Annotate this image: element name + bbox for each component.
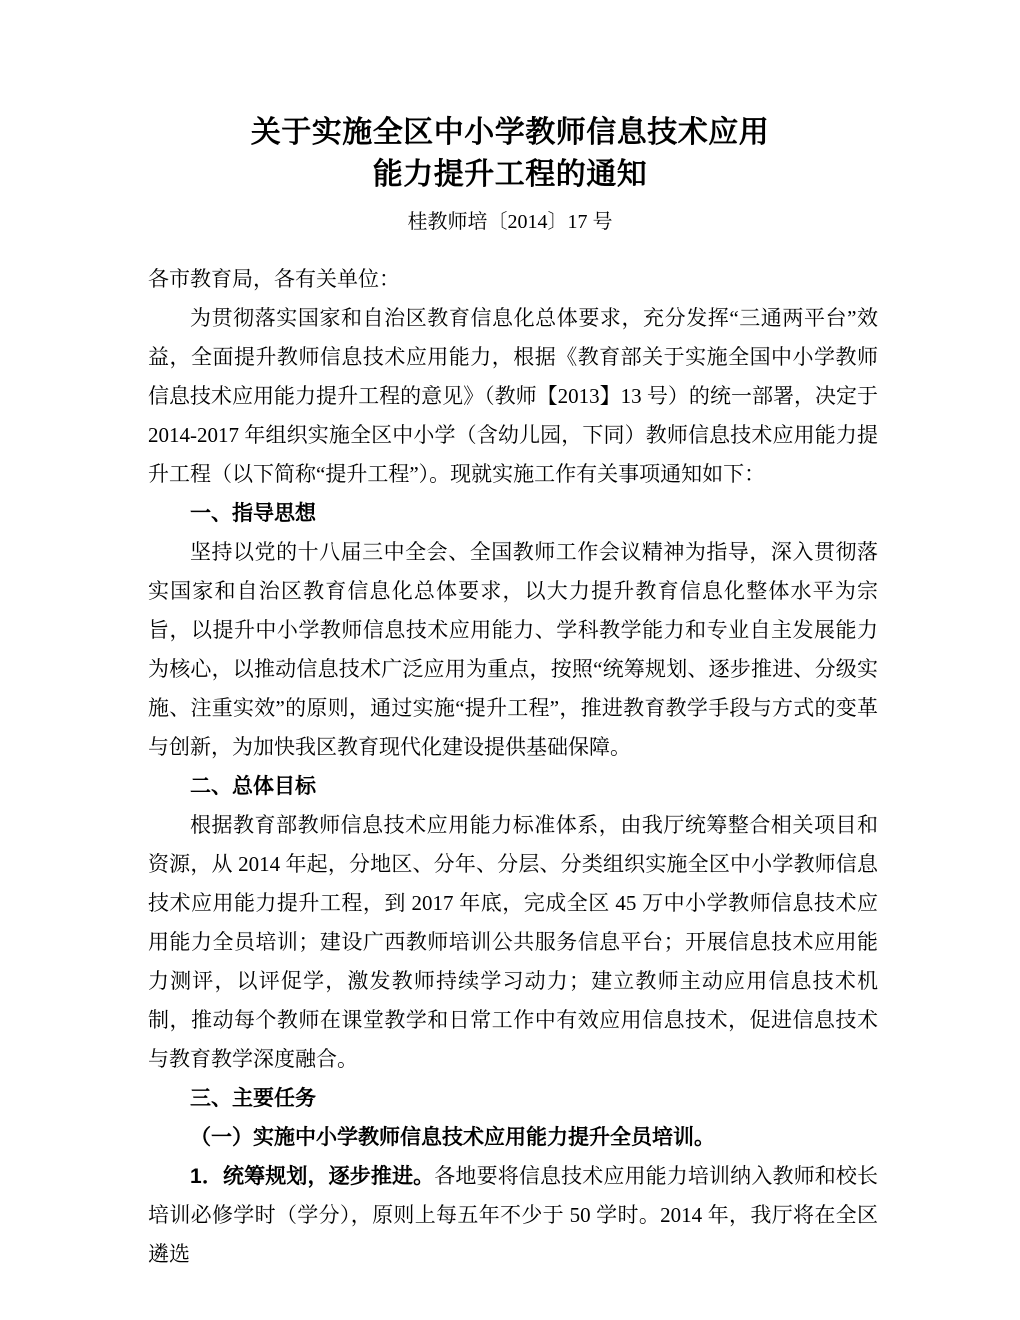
- salutation: 各市教育局，各有关单位：: [148, 267, 400, 291]
- para-guiding-ideology: 坚持以党的十八届三中全会、全国教师工作会议精神为指导，深入贯彻落实国家和自治区教育信息化总体要求，以大力提升教育信息化整体水平为宗旨，以提升中小学教师信息技术应用能力、学科教学能力和专业自主发展能力为核心，以推动信息技术广泛应用为重点，按照“统筹规划、逐步推进、分级实施、注重实效”的原则，通过实施“提升工程”，推进教育教学手段与方式的变革与创新，为加快我区教育现代化建设提供基础保障。: [148, 540, 878, 759]
- document-title-line2: 能力提升工程的通知: [372, 158, 648, 191]
- heading-2: 二、总体目标: [190, 775, 316, 798]
- heading-1: 一、指导思想: [190, 502, 316, 525]
- document-title-line1: 关于实施全区中小学教师信息技术应用: [250, 116, 770, 149]
- heading-3: 三、主要任务: [190, 1087, 316, 1110]
- document-title: [0, 112, 1020, 196]
- para-task-1: 1．统筹规划，逐步推进。各地要将信息技术应用能力培训纳入教师和校长培训必修学时（学分），原则上每五年不少于 50 学时。2014 年，我厅将在全区遴选: [148, 1164, 878, 1266]
- para-intro: 为贯彻落实国家和自治区教育信息化总体要求，充分发挥“三通两平台”效益，全面提升教师信息技术应用能力，根据《教育部关于实施全国中小学教师信息技术应用能力提升工程的意见》（教师【2013】13 号）的统一部署，决定于 2014-2017 年组织实施全区中小学（含幼儿园，下同）教师信息技术应用能力提升工程（以下简称“提升工程”）。现就实施工作有关事项通知如下：: [148, 306, 878, 486]
- document-body: [148, 260, 878, 1274]
- subheading-3-1: （一）实施中小学教师信息技术应用能力提升全员培训。: [190, 1126, 715, 1149]
- document-number: 桂教师培〔2014〕17 号: [407, 211, 613, 233]
- para-overall-goal: 根据教育部教师信息技术应用能力标准体系，由我厅统筹整合相关项目和资源，从 2014 年起，分地区、分年、分层、分类组织实施全区中小学教师信息技术应用能力提升工程，到 2017 年底，完成全区 45 万中小学教师信息技术应用能力全员培训；建设广西教师培训公共服务信息平台；开展信息技术应用能力测评，以评促学，激发教师持续学习动力；建立教师主动应用信息技术机制，推动每个教师在课堂教学和日常工作中有效应用信息技术，促进信息技术与教育教学深度融合。: [148, 813, 878, 1071]
